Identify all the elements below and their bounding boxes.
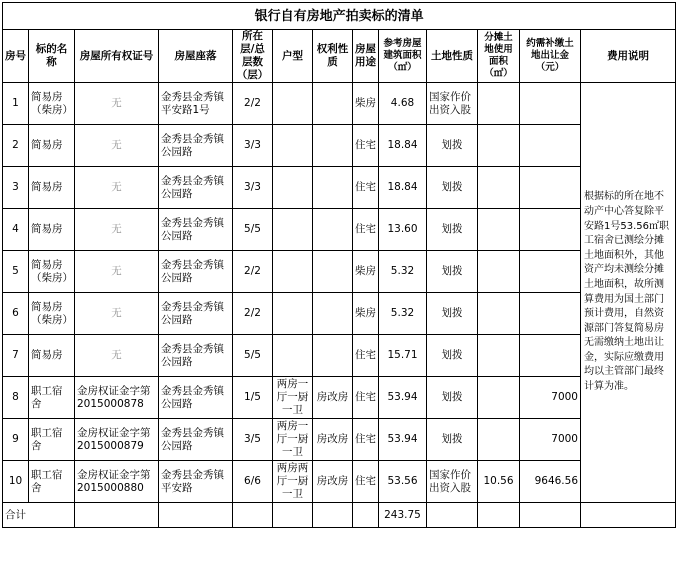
cell-room-no[interactable]: 4 xyxy=(3,209,29,251)
cell-building-area[interactable]: 53.56 xyxy=(379,461,427,503)
cell-land-area[interactable] xyxy=(478,293,520,335)
cell-land-fee[interactable] xyxy=(520,83,581,125)
cell-land-area[interactable]: 10.56 xyxy=(478,461,520,503)
header-location: 房屋座落 xyxy=(159,30,233,83)
cell-floor[interactable]: 3/3 xyxy=(233,167,273,209)
cell-floor[interactable]: 2/2 xyxy=(233,83,273,125)
cell-layout-type[interactable]: 两房两厅一厨一卫 xyxy=(273,461,313,503)
cell-land-fee[interactable] xyxy=(520,293,581,335)
cell-ownership-cert[interactable]: 金房权证金字第2015000880 xyxy=(75,461,159,503)
cell-land-fee[interactable] xyxy=(520,335,581,377)
cell-floor[interactable]: 6/6 xyxy=(233,461,273,503)
cell-building-area[interactable]: 18.84 xyxy=(379,167,427,209)
header-room-no: 房号 xyxy=(3,30,29,83)
cell-item-name[interactable]: 简易房 xyxy=(29,125,75,167)
cell-land-nature[interactable]: 国家作价出资入股 xyxy=(427,461,478,503)
cell-ownership-cert[interactable]: 无 xyxy=(75,125,159,167)
table-row xyxy=(3,251,676,293)
table-title: 银行自有房地产拍卖标的清单 xyxy=(3,3,676,30)
cell-usage[interactable]: 住宅 xyxy=(353,419,379,461)
cell-room-no[interactable]: 1 xyxy=(3,83,29,125)
empty-cell[interactable] xyxy=(159,503,233,528)
total-area[interactable]: 243.75 xyxy=(379,503,427,528)
table-row xyxy=(3,377,676,419)
cell-right-nature[interactable] xyxy=(313,167,353,209)
empty-cell[interactable] xyxy=(520,503,581,528)
cell-land-nature[interactable]: 划拨 xyxy=(427,377,478,419)
cell-item-name[interactable]: 简易房（柴房） xyxy=(29,293,75,335)
cell-room-no[interactable]: 8 xyxy=(3,377,29,419)
cell-layout-type[interactable] xyxy=(273,125,313,167)
header-right-nature: 权利性质 xyxy=(313,30,353,83)
cell-usage[interactable]: 住宅 xyxy=(353,461,379,503)
header-row xyxy=(3,30,676,83)
table-row xyxy=(3,125,676,167)
cell-layout-type[interactable] xyxy=(273,209,313,251)
empty-cell[interactable] xyxy=(581,503,676,528)
cell-ownership-cert[interactable]: 无 xyxy=(75,335,159,377)
cell-location[interactable]: 金秀县金秀镇公园路 xyxy=(159,419,233,461)
fee-note-cell[interactable]: 根据标的所在地不动产中心答复除平安路1号53.56㎡职工宿舍已测绘分摊土地面积外，其他资产均未测绘分摊土地面积，故所测算费用为国土部门预计费用，自然资源部门答复简易房无需缴纳土地出让金，实际应缴费用均以主管部门最终计算为准。 xyxy=(581,83,676,503)
cell-land-area[interactable] xyxy=(478,209,520,251)
cell-item-name[interactable]: 简易房 xyxy=(29,335,75,377)
cell-usage[interactable]: 住宅 xyxy=(353,377,379,419)
cell-layout-type[interactable] xyxy=(273,335,313,377)
empty-cell[interactable] xyxy=(273,503,313,528)
cell-usage[interactable]: 柴房 xyxy=(353,83,379,125)
cell-ownership-cert[interactable]: 金房权证金字第2015000879 xyxy=(75,419,159,461)
cell-room-no[interactable]: 3 xyxy=(3,167,29,209)
header-land-fee: 约需补缴土地出让金（元） xyxy=(520,30,581,83)
cell-building-area[interactable]: 53.94 xyxy=(379,377,427,419)
cell-layout-type[interactable]: 两房一厅一厨一卫 xyxy=(273,377,313,419)
cell-layout-type[interactable]: 两房一厅一厨一卫 xyxy=(273,419,313,461)
cell-right-nature[interactable] xyxy=(313,209,353,251)
cell-location[interactable]: 金秀县金秀镇公园路 xyxy=(159,251,233,293)
cell-land-fee[interactable] xyxy=(520,209,581,251)
cell-floor[interactable]: 5/5 xyxy=(233,335,273,377)
header-fee-note: 费用说明 xyxy=(581,30,676,83)
cell-item-name[interactable]: 简易房 xyxy=(29,209,75,251)
cell-right-nature[interactable] xyxy=(313,125,353,167)
cell-ownership-cert[interactable]: 无 xyxy=(75,293,159,335)
header-building-area: 参考房屋建筑面积（㎡） xyxy=(379,30,427,83)
cell-right-nature[interactable] xyxy=(313,293,353,335)
cell-right-nature[interactable]: 房改房 xyxy=(313,377,353,419)
cell-floor[interactable]: 3/3 xyxy=(233,125,273,167)
cell-location[interactable]: 金秀县金秀镇公园路 xyxy=(159,293,233,335)
cell-ownership-cert[interactable]: 无 xyxy=(75,167,159,209)
cell-location[interactable]: 金秀县金秀镇公园路 xyxy=(159,377,233,419)
empty-cell[interactable] xyxy=(427,503,478,528)
cell-land-nature[interactable]: 划拨 xyxy=(427,419,478,461)
cell-land-fee[interactable]: 7000 xyxy=(520,377,581,419)
cell-building-area[interactable]: 15.71 xyxy=(379,335,427,377)
cell-item-name[interactable]: 职工宿舍 xyxy=(29,377,75,419)
cell-layout-type[interactable] xyxy=(273,251,313,293)
cell-right-nature[interactable]: 房改房 xyxy=(313,461,353,503)
cell-land-nature[interactable]: 划拨 xyxy=(427,125,478,167)
empty-cell[interactable] xyxy=(313,503,353,528)
cell-land-nature[interactable]: 划拨 xyxy=(427,209,478,251)
cell-ownership-cert[interactable]: 金房权证金字第2015000878 xyxy=(75,377,159,419)
cell-land-fee[interactable] xyxy=(520,251,581,293)
cell-building-area[interactable]: 5.32 xyxy=(379,293,427,335)
cell-layout-type[interactable] xyxy=(273,167,313,209)
cell-land-nature[interactable]: 划拨 xyxy=(427,335,478,377)
cell-ownership-cert[interactable]: 无 xyxy=(75,251,159,293)
cell-land-fee[interactable]: 7000 xyxy=(520,419,581,461)
header-land-nature: 土地性质 xyxy=(427,30,478,83)
cell-floor[interactable]: 5/5 xyxy=(233,209,273,251)
cell-location[interactable]: 金秀县金秀镇公园路 xyxy=(159,167,233,209)
cell-land-area[interactable] xyxy=(478,377,520,419)
cell-land-nature[interactable]: 国家作价出资入股 xyxy=(427,83,478,125)
cell-layout-type[interactable] xyxy=(273,83,313,125)
cell-item-name[interactable]: 简易房（柴房） xyxy=(29,83,75,125)
cell-land-area[interactable] xyxy=(478,251,520,293)
cell-usage[interactable]: 住宅 xyxy=(353,335,379,377)
cell-right-nature[interactable] xyxy=(313,251,353,293)
cell-location[interactable]: 金秀县金秀镇公园路 xyxy=(159,335,233,377)
total-row xyxy=(3,503,676,528)
cell-usage[interactable]: 柴房 xyxy=(353,293,379,335)
cell-ownership-cert[interactable]: 无 xyxy=(75,83,159,125)
header-layout-type: 户型 xyxy=(273,30,313,83)
cell-right-nature[interactable]: 房改房 xyxy=(313,419,353,461)
cell-right-nature[interactable] xyxy=(313,83,353,125)
cell-building-area[interactable]: 4.68 xyxy=(379,83,427,125)
table-row xyxy=(3,335,676,377)
cell-building-area[interactable]: 5.32 xyxy=(379,251,427,293)
header-item-name: 标的名称 xyxy=(29,30,75,83)
empty-cell[interactable] xyxy=(75,503,159,528)
cell-location[interactable]: 金秀县金秀镇平安路 xyxy=(159,461,233,503)
table-row xyxy=(3,83,676,125)
cell-building-area[interactable]: 18.84 xyxy=(379,125,427,167)
header-usage: 房屋用途 xyxy=(353,30,379,83)
cell-item-name[interactable]: 简易房（柴房） xyxy=(29,251,75,293)
cell-land-area[interactable] xyxy=(478,83,520,125)
table-row xyxy=(3,167,676,209)
cell-item-name[interactable]: 职工宿舍 xyxy=(29,419,75,461)
table-row xyxy=(3,293,676,335)
cell-ownership-cert[interactable]: 无 xyxy=(75,209,159,251)
cell-land-area[interactable] xyxy=(478,335,520,377)
cell-building-area[interactable]: 13.60 xyxy=(379,209,427,251)
cell-floor[interactable]: 3/5 xyxy=(233,419,273,461)
cell-location[interactable]: 金秀县金秀镇公园路 xyxy=(159,209,233,251)
cell-location[interactable]: 金秀县金秀镇公园路 xyxy=(159,125,233,167)
cell-land-nature[interactable]: 划拨 xyxy=(427,251,478,293)
header-ownership-cert: 房屋所有权证号 xyxy=(75,30,159,83)
cell-land-area[interactable] xyxy=(478,125,520,167)
cell-location[interactable]: 金秀县金秀镇平安路1号 xyxy=(159,83,233,125)
cell-land-nature[interactable]: 划拨 xyxy=(427,167,478,209)
cell-usage[interactable]: 住宅 xyxy=(353,167,379,209)
cell-land-fee[interactable] xyxy=(520,125,581,167)
total-label[interactable]: 合计 xyxy=(3,503,75,528)
empty-cell[interactable] xyxy=(478,503,520,528)
cell-room-no[interactable]: 6 xyxy=(3,293,29,335)
cell-land-area[interactable] xyxy=(478,167,520,209)
cell-land-area[interactable] xyxy=(478,419,520,461)
cell-layout-type[interactable] xyxy=(273,293,313,335)
cell-right-nature[interactable] xyxy=(313,335,353,377)
table-row xyxy=(3,419,676,461)
empty-cell[interactable] xyxy=(353,503,379,528)
cell-room-no[interactable]: 10 xyxy=(3,461,29,503)
cell-room-no[interactable]: 9 xyxy=(3,419,29,461)
cell-floor[interactable]: 2/2 xyxy=(233,251,273,293)
cell-land-fee[interactable] xyxy=(520,167,581,209)
cell-usage[interactable]: 住宅 xyxy=(353,125,379,167)
cell-room-no[interactable]: 5 xyxy=(3,251,29,293)
cell-land-fee[interactable]: 9646.56 xyxy=(520,461,581,503)
cell-floor[interactable]: 2/2 xyxy=(233,293,273,335)
cell-usage[interactable]: 住宅 xyxy=(353,209,379,251)
cell-item-name[interactable]: 简易房 xyxy=(29,167,75,209)
table-row xyxy=(3,209,676,251)
cell-item-name[interactable]: 职工宿舍 xyxy=(29,461,75,503)
header-land-area: 分摊土地使用面积（㎡） xyxy=(478,30,520,83)
cell-usage[interactable]: 柴房 xyxy=(353,251,379,293)
cell-room-no[interactable]: 7 xyxy=(3,335,29,377)
cell-land-nature[interactable]: 划拨 xyxy=(427,293,478,335)
auction-list-table xyxy=(2,2,676,528)
header-floor: 所在层/总层数（层） xyxy=(233,30,273,83)
cell-room-no[interactable]: 2 xyxy=(3,125,29,167)
table-row xyxy=(3,461,676,503)
cell-floor[interactable]: 1/5 xyxy=(233,377,273,419)
empty-cell[interactable] xyxy=(233,503,273,528)
cell-building-area[interactable]: 53.94 xyxy=(379,419,427,461)
